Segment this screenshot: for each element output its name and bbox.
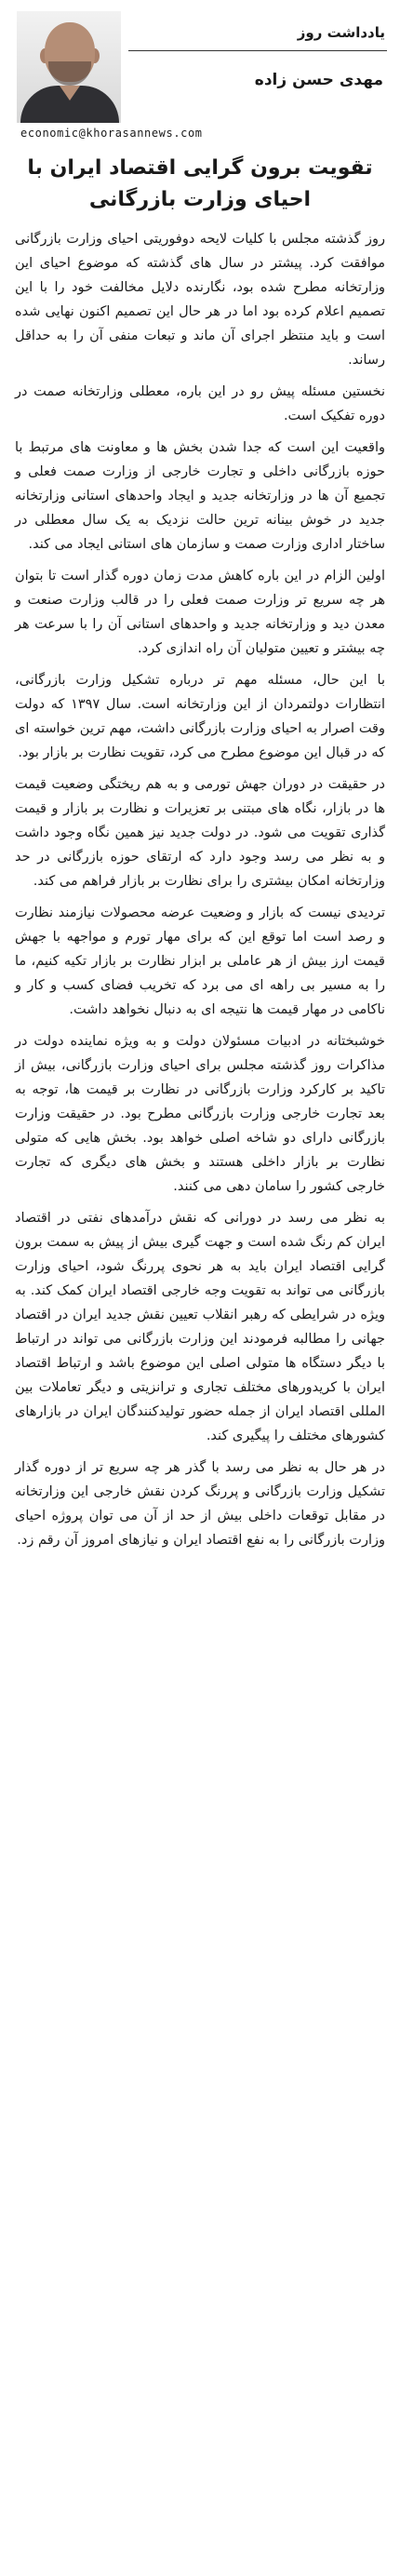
article-title: تقویت برون گرایی اقتصاد ایران با احیای وزارت بازرگانی bbox=[27, 156, 373, 211]
article-paragraph: خوشبختانه در ادبیات مسئولان دولت و به ویژه نماینده دولت در مذاکرات روز گذشته مجلس برای احیای وزارت بازرگانی، بیش از تاکید بر کارکرد وزارت بازرگانی در نظارت بر قیمت ها، توجه به بعد تجارت خارجی وزارت بازرگانی مطرح بود. در حقیقت وزارت بازرگانی دارای دو شاخه اصلی خواهد بود. بخش هایی که متولی نظارت بر بازار داخلی هستند و بخش های دیگری که تجارت خارجی کشور را سامان دهی می کنند. bbox=[15, 1034, 385, 1194]
article-paragraph: اولین الزام در این باره کاهش مدت زمان دوره گذار است تا بتوان هر چه سریع تر وزارت صمت فعلی را در قالب وزارت صنعت و معدن دید و وزارتخانه جدید و واحدهای استانی آن را با سرعت هر چه بیشتر و تعیین متولیان آن راه اندازی کرد. bbox=[15, 569, 385, 656]
author-email: economic@khorasannews.com bbox=[20, 127, 203, 140]
header-divider bbox=[128, 50, 387, 51]
article-paragraph: به نظر می رسد در دورانی که نقش درآمدهای نفتی در اقتصاد ایران کم رنگ شده است و جهت گیری بیش از پیش به سمت برون گرایی اقتصاد ایران باید به هر نحوی پررنگ شود، احیای وزارت بازرگانی می تواند به تقویت وجه خارجی اقتصاد ایران کمک کند. به ویژه در شرایطی که رهبر انقلاب تعیین نقش جدید ایران در اقتصاد جهانی را مطالبه فرمودند این وزارت بازرگانی می تواند در ارتباط با دیگر دستگاه ها متولی اصلی این موضوع باشد و ارتباط اقتصاد ایران با کریدورهای مختلف تجاری و ترانزیتی و دیگر تعاملات بین المللی اقتصاد ایران از جمله حضور تولیدکنندگان ایران در بازارهای کشورهای مختلف را پیگیری کند. bbox=[15, 1211, 385, 1443]
author-photo bbox=[17, 11, 121, 123]
section-label: یادداشت روز bbox=[297, 24, 385, 41]
article-body bbox=[9, 227, 391, 1552]
article-paragraph: تردیدی نیست که بازار و وضعیت عرضه محصولات نیازمند نظارت و رصد است اما توقع این که برای مهار تورم و مواجهه با جهش قیمت ارز بیش از هر عاملی بر ابزار نظارت بر بازار تکیه کنیم، ما را به مسیر بی راهه ای می برد که تخریب فضای کسب و کار و ناکامی در مهار قیمت ها نتیجه ای به دنبال نخواهد داشت. bbox=[15, 906, 385, 1017]
author-name: مهدی حسن زاده bbox=[254, 71, 383, 89]
column-header bbox=[9, 6, 391, 151]
article-paragraph: در هر حال به نظر می رسد با گذر هر چه سریع تر از دوره گذار تشکیل وزارت بازرگانی و پررنگ کردن نقش خارجی این وزارتخانه در مقابل توقعات داخلی بیش از حد از آن می توان پروژه احیای وزارت بازرگانی را به نفع اقتصاد ایران و نیازهای امروز آن رقم زد. bbox=[15, 1460, 385, 1548]
article-paragraph: نخستین مسئله پیش رو در این باره، معطلی وزارتخانه صمت در دوره تفکیک است. bbox=[15, 384, 385, 423]
article-paragraph: روز گذشته مجلس با کلیات لایحه دوفوریتی احیای وزارت بازرگانی موافقت کرد. پیشتر در سال های گذشته که موضوع احیای این وزارتخانه مطرح شده بود، نگارنده دلایل مخالفت خود را با این تصمیم اعلام کرده بود اما در هر حال این تصمیم اکنون نهایی شده است و باید منتظر اجرای آن ماند و تبعات منفی آن را به حداقل رساند. bbox=[15, 232, 385, 368]
article-paragraph: واقعیت این است که جدا شدن بخش ها و معاونت های مرتبط با حوزه بازرگانی داخلی و تجارت خارجی از وزارت صمت فعلی و تجمیع آن ها در وزارتخانه جدید و ایجاد واحدهای استانی وزارتخانه جدید در خوش بینانه ترین حالت نزدیک به یک سال معطلی در ساختار اداری وزارت صمت و سازمان های استانی ایجاد می کند. bbox=[15, 440, 385, 552]
article-paragraph: با این حال، مسئله مهم تر درباره تشکیل وزارت بازرگانی، انتظارات دولتمردان از این وزارتخانه است. سال ۱۳۹۷ که دولت وقت اصرار به احیای وزارت بازرگانی داشت، مهم ترین خواسته ای که در قبال این موضوع مطرح می کرد، تقویت نظارت بر بازار بود. bbox=[15, 673, 385, 760]
article-paragraph: در حقیقت در دوران جهش تورمی و به هم ریختگی وضعیت قیمت ها در بازار، نگاه های مبتنی بر تعزیرات و نظارت بر بازار و قیمت گذاری تقویت می شود. در دولت جدید نیز همین نگاه وجود داشت و به نظر می رسد وجود دارد که ارتقای حوزه بازرگانی در حد وزارتخانه امکان بیشتری را برای نظارت بر بازار فراهم می کند. bbox=[15, 777, 385, 889]
